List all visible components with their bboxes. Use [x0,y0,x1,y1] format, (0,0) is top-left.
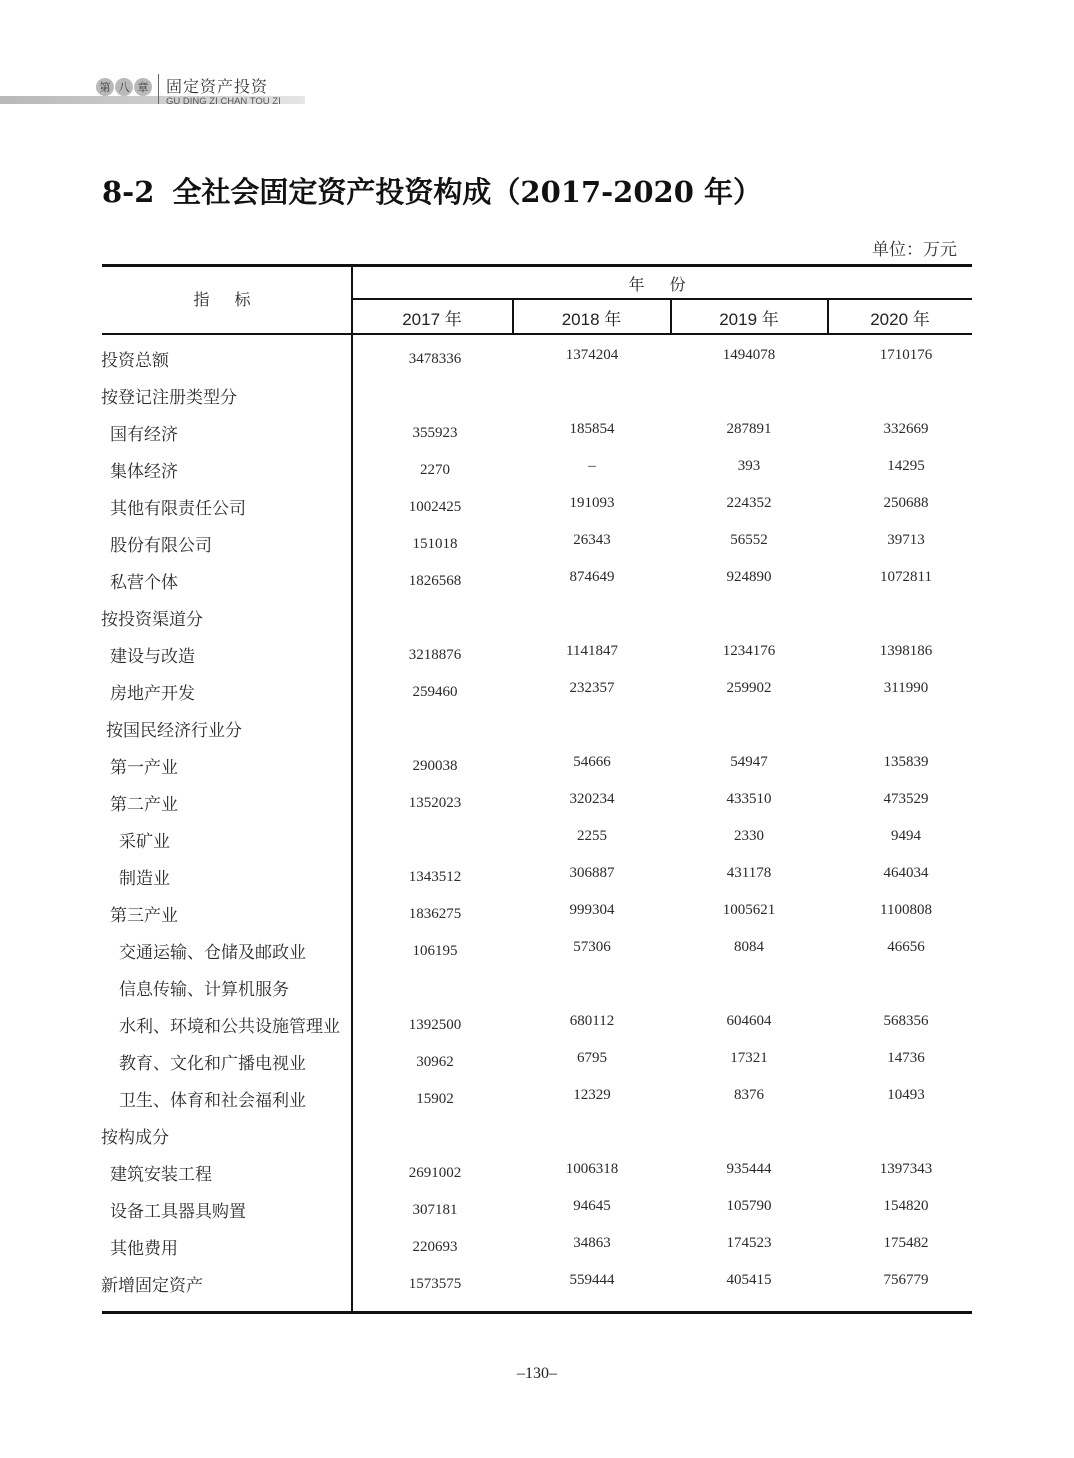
table-bottom-rule [102,1311,972,1314]
table-cell: 355923 [412,425,458,441]
table-cell: 559444 [569,1272,615,1288]
table-cell: 224352 [726,495,772,511]
row-label: 房地产开发 [110,684,195,704]
table-cell: 1573575 [408,1276,462,1292]
table-cell: 1072811 [880,569,932,585]
year-header: 2019 年 [719,310,779,329]
table-cell: 34863 [573,1235,611,1251]
table-cell: – [588,458,596,474]
table-cell: 393 [737,458,761,474]
row-label: 设备工具器具购置 [110,1202,246,1222]
row-label: 制造业 [119,869,170,889]
table-cell: 874649 [569,569,615,585]
table-cell: 3478336 [408,351,462,367]
table-cell: 756779 [883,1272,929,1288]
table-cell: 105790 [726,1198,772,1214]
header-separator [158,74,159,104]
table-cell: 106195 [412,943,458,959]
table-cell: 290038 [412,758,458,774]
table-cell: 1234176 [722,643,776,659]
table-cell: 464034 [883,865,929,881]
table-cell: 306887 [569,865,615,881]
year-group-header: 年 份 [628,275,696,294]
table-cell: 259460 [412,684,458,700]
table-cell: 26343 [573,532,611,548]
table-cell: 405415 [726,1272,772,1288]
table-cell: 1374204 [565,347,619,363]
table-cell: 12329 [573,1087,611,1103]
table-cell: 431178 [726,865,772,881]
row-label: 卫生、体育和社会福利业 [119,1091,306,1111]
table-cell: 151018 [412,536,458,552]
table-cell: 2330 [734,828,764,844]
row-label: 投资总额 [101,351,169,371]
chapter-pinyin: GU DING ZI CHAN TOU ZI [166,96,281,107]
table-cell: 1006318 [565,1161,619,1177]
table-cell: 8084 [734,939,764,955]
table-cell: 935444 [726,1161,772,1177]
row-label: 按投资渠道分 [101,610,203,630]
chapter-title: 固定资产投资 [166,77,269,96]
row-label: 股份有限公司 [110,536,212,556]
unit-label: 单位：万元 [872,240,957,260]
table-cell: 2255 [577,828,607,844]
table-cell: 39713 [887,532,925,548]
badge-char: 章 [134,78,152,96]
table-cell: 1826568 [408,573,462,589]
page-number: –130– [517,1365,557,1382]
table-cell: 1005621 [722,902,776,918]
table-cell: 154820 [883,1198,929,1214]
table-cell: 1392500 [408,1017,462,1033]
index-header: 指 标 [193,290,261,309]
table-cell: 14295 [887,458,925,474]
table-cell: 680112 [569,1013,615,1029]
table-cell: 9494 [891,828,921,844]
year-group-rule [352,298,972,300]
row-label: 其他费用 [110,1239,178,1259]
table-cell: 1494078 [722,347,776,363]
row-label: 按登记注册类型分 [101,388,237,408]
year-header: 2017 年 [402,310,462,329]
table-cell: 250688 [883,495,929,511]
table-cell: 307181 [412,1202,458,1218]
table-cell: 924890 [726,569,772,585]
table-cell: 320234 [569,791,615,807]
table-cell: 8376 [734,1087,764,1103]
table-cell: 10493 [887,1087,925,1103]
row-label: 建设与改造 [110,647,195,667]
row-label: 私营个体 [110,573,178,593]
table-cell: 604604 [726,1013,772,1029]
row-label: 其他有限责任公司 [110,499,246,519]
page-title [102,170,762,211]
row-label: 水利、环境和公共设施管理业 [119,1017,340,1037]
table-cell: 1343512 [408,869,462,885]
table-cell: 2691002 [408,1165,462,1181]
row-label: 建筑安装工程 [110,1165,212,1185]
row-label: 教育、文化和广播电视业 [119,1054,306,1074]
index-column-divider [351,266,353,1312]
table-cell: 15902 [416,1091,454,1107]
row-label: 第三产业 [110,906,178,926]
table-title: 全社会固定资产投资构成（2017-2020 年） [172,175,762,209]
table-cell: 175482 [883,1235,929,1251]
table-cell: 46656 [887,939,925,955]
table-cell: 6795 [577,1050,607,1066]
badge-char: 第 [96,78,114,96]
row-label: 新增固定资产 [101,1276,203,1296]
table-cell: 174523 [726,1235,772,1251]
table-cell: 185854 [569,421,615,437]
table-cell: 17321 [730,1050,768,1066]
table-cell: 54666 [573,754,611,770]
table-cell: 568356 [883,1013,929,1029]
table-cell: 287891 [726,421,772,437]
table-cell: 220693 [412,1239,458,1255]
table-cell: 433510 [726,791,772,807]
table-cell: 2270 [420,462,450,478]
row-label: 集体经济 [110,462,178,482]
table-cell: 1002425 [408,499,462,515]
table-cell: 30962 [416,1054,454,1070]
table-cell: 135839 [883,754,929,770]
table-cell: 232357 [569,680,615,696]
table-cell: 999304 [569,902,615,918]
row-label: 第一产业 [110,758,178,778]
year-header: 2020 年 [870,310,930,329]
table-cell: 191093 [569,495,615,511]
table-cell: 56552 [730,532,768,548]
row-label: 按国民经济行业分 [106,721,242,741]
row-label: 信息传输、计算机服务 [119,980,289,1000]
table-cell: 1836275 [408,906,462,922]
table-cell: 54947 [730,754,768,770]
table-cell: 1141847 [566,643,618,659]
table-cell: 3218876 [408,647,462,663]
year-header: 2018 年 [561,310,622,329]
table-cell: 1710176 [879,347,933,363]
row-label: 交通运输、仓储及邮政业 [119,943,306,963]
table-cell: 94645 [573,1198,611,1214]
table-cell: 259902 [726,680,772,696]
row-label: 采矿业 [119,832,170,852]
table-cell: 1100808 [880,902,932,918]
table-cell: 1352023 [408,795,462,811]
table-cell: 14736 [887,1050,925,1066]
table-cell: 311990 [883,680,929,696]
chapter-badge [96,76,152,97]
table-number: 8-2 [102,175,155,209]
row-label: 第二产业 [110,795,178,815]
table-cell: 1397343 [879,1161,933,1177]
header-bottom-rule [102,333,972,335]
row-label: 国有经济 [110,425,178,445]
badge-char: 八 [115,78,133,96]
table-top-rule [102,264,972,267]
table-cell: 332669 [883,421,929,437]
table-cell: 473529 [883,791,929,807]
row-label: 按构成分 [101,1128,169,1148]
table-cell: 57306 [573,939,611,955]
table-cell: 1398186 [879,643,933,659]
